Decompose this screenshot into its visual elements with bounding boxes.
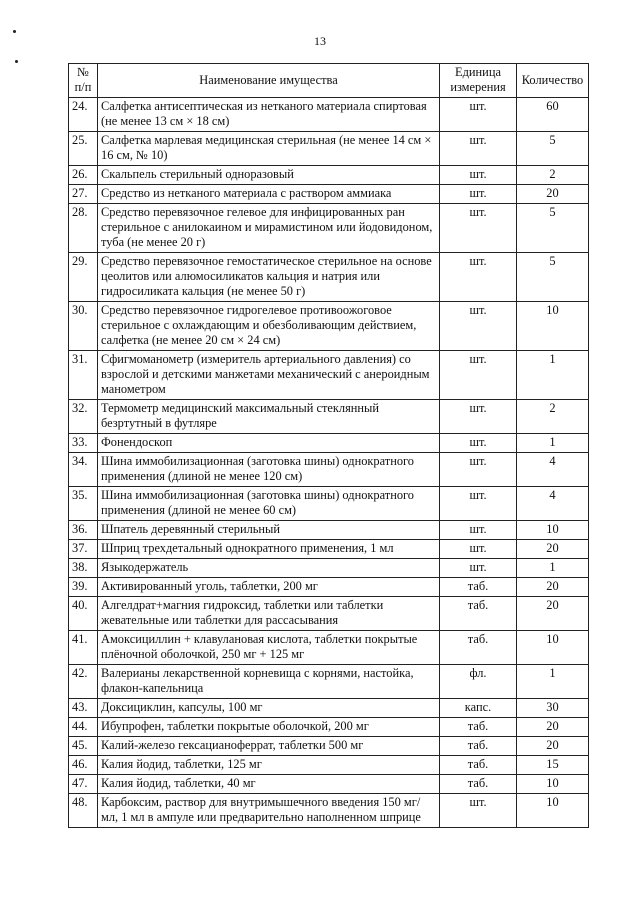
row-number: 45. (69, 737, 98, 756)
row-unit: шт. (440, 794, 517, 828)
row-unit: шт. (440, 351, 517, 400)
row-name: Шприц трехдетальный однократного применения, 1 мл (98, 540, 440, 559)
row-number: 33. (69, 434, 98, 453)
row-quantity: 5 (517, 204, 589, 253)
table-row (69, 775, 589, 794)
row-number: 43. (69, 699, 98, 718)
property-table (68, 63, 589, 828)
row-unit: шт. (440, 132, 517, 166)
table-row (69, 166, 589, 185)
table-row (69, 699, 589, 718)
row-unit: шт. (440, 521, 517, 540)
table-row (69, 487, 589, 521)
row-number: 44. (69, 718, 98, 737)
row-name: Калия йодид, таблетки, 125 мг (98, 756, 440, 775)
row-quantity: 60 (517, 98, 589, 132)
table-row (69, 434, 589, 453)
row-unit: таб. (440, 775, 517, 794)
row-name: Активированный уголь, таблетки, 200 мг (98, 578, 440, 597)
row-number: 38. (69, 559, 98, 578)
row-quantity: 20 (517, 737, 589, 756)
row-name: Калий-железо гексацианоферрат, таблетки 500 мг (98, 737, 440, 756)
row-name: Карбоксим, раствор для внутримышечного введения 150 мг/мл, 1 мл в ампуле или предварительно наполненном шприце (98, 794, 440, 828)
row-name: Ибупрофен, таблетки покрытые оболочкой, 200 мг (98, 718, 440, 737)
row-quantity: 4 (517, 453, 589, 487)
table-row (69, 559, 589, 578)
row-quantity: 10 (517, 794, 589, 828)
row-quantity: 2 (517, 166, 589, 185)
row-number: 40. (69, 597, 98, 631)
row-name: Фонендоскоп (98, 434, 440, 453)
table-row (69, 453, 589, 487)
scan-speck (15, 60, 18, 63)
row-unit: таб. (440, 737, 517, 756)
row-unit: шт. (440, 540, 517, 559)
row-number: 47. (69, 775, 98, 794)
table-row (69, 756, 589, 775)
table-row (69, 578, 589, 597)
row-unit: шт. (440, 204, 517, 253)
table-row (69, 597, 589, 631)
row-quantity: 1 (517, 559, 589, 578)
row-quantity: 10 (517, 631, 589, 665)
row-quantity: 20 (517, 540, 589, 559)
table-row (69, 737, 589, 756)
table-row (69, 718, 589, 737)
table-row (69, 540, 589, 559)
header-number: № п/п (69, 64, 98, 98)
row-quantity: 10 (517, 775, 589, 794)
table-row (69, 204, 589, 253)
table-row (69, 665, 589, 699)
table-row (69, 302, 589, 351)
row-quantity: 1 (517, 665, 589, 699)
table-row (69, 351, 589, 400)
row-unit: шт. (440, 253, 517, 302)
row-name: Средство перевязочное гелевое для инфицированных ран стерильное с анилокаином и мирамистином или йодовидоном, туба (не менее 20 г) (98, 204, 440, 253)
page-number: 13 (314, 34, 326, 48)
row-unit: шт. (440, 302, 517, 351)
header-name: Наименование имущества (98, 64, 440, 98)
row-number: 28. (69, 204, 98, 253)
row-name: Алгелдрат+магния гидроксид, таблетки или таблетки жевательные или таблетки для рассасывания (98, 597, 440, 631)
row-name: Амоксициллин + клавулановая кислота, таблетки покрытые плёночной оболочкой, 250 мг + 125 мг (98, 631, 440, 665)
row-quantity: 1 (517, 351, 589, 400)
table-row (69, 132, 589, 166)
row-unit: шт. (440, 487, 517, 521)
row-quantity: 2 (517, 400, 589, 434)
row-name: Шина иммобилизационная (заготовка шины) однократного применения (длиной не менее 60 см) (98, 487, 440, 521)
row-number: 30. (69, 302, 98, 351)
row-number: 42. (69, 665, 98, 699)
row-name: Средство перевязочное гемостатическое стерильное на основе цеолитов или алюмосиликатов кальция и натрия или гидросиликата кальция (не менее 50 г) (98, 253, 440, 302)
row-number: 48. (69, 794, 98, 828)
row-number: 36. (69, 521, 98, 540)
row-number: 24. (69, 98, 98, 132)
row-number: 46. (69, 756, 98, 775)
header-unit: Единица измерения (440, 64, 517, 98)
row-unit: таб. (440, 578, 517, 597)
table-row (69, 400, 589, 434)
table-header-row (69, 64, 589, 98)
row-unit: шт. (440, 453, 517, 487)
table-body (69, 98, 589, 828)
row-name: Шпатель деревянный стерильный (98, 521, 440, 540)
row-quantity: 10 (517, 521, 589, 540)
row-number: 35. (69, 487, 98, 521)
row-name: Калия йодид, таблетки, 40 мг (98, 775, 440, 794)
row-unit: шт. (440, 559, 517, 578)
row-unit: шт. (440, 166, 517, 185)
table-row (69, 631, 589, 665)
row-number: 25. (69, 132, 98, 166)
row-quantity: 20 (517, 578, 589, 597)
table-row (69, 521, 589, 540)
row-number: 26. (69, 166, 98, 185)
row-number: 29. (69, 253, 98, 302)
row-name: Доксициклин, капсулы, 100 мг (98, 699, 440, 718)
row-number: 39. (69, 578, 98, 597)
row-name: Средство из нетканого материала с раствором аммиака (98, 185, 440, 204)
table-row (69, 98, 589, 132)
row-number: 32. (69, 400, 98, 434)
row-unit: капс. (440, 699, 517, 718)
table-row (69, 253, 589, 302)
row-quantity: 1 (517, 434, 589, 453)
row-quantity: 20 (517, 185, 589, 204)
row-unit: таб. (440, 718, 517, 737)
row-name: Шина иммобилизационная (заготовка шины) однократного применения (длиной не менее 120 см) (98, 453, 440, 487)
scan-speck (13, 30, 16, 33)
row-quantity: 15 (517, 756, 589, 775)
row-unit: шт. (440, 400, 517, 434)
row-unit: таб. (440, 631, 517, 665)
row-name: Валерианы лекарственной корневища с корнями, настойка, флакон-капельница (98, 665, 440, 699)
header-quantity: Количество (517, 64, 589, 98)
row-name: Сфигмоманометр (измеритель артериального давления) со взрослой и детскими манжетами механический с анероидным манометром (98, 351, 440, 400)
row-unit: фл. (440, 665, 517, 699)
row-name: Салфетка марлевая медицинская стерильная (не менее 14 см × 16 см, № 10) (98, 132, 440, 166)
row-quantity: 20 (517, 718, 589, 737)
row-quantity: 5 (517, 132, 589, 166)
row-number: 27. (69, 185, 98, 204)
row-unit: шт. (440, 434, 517, 453)
row-number: 41. (69, 631, 98, 665)
row-quantity: 4 (517, 487, 589, 521)
row-unit: шт. (440, 98, 517, 132)
row-quantity: 10 (517, 302, 589, 351)
row-number: 31. (69, 351, 98, 400)
row-number: 34. (69, 453, 98, 487)
row-quantity: 20 (517, 597, 589, 631)
table-row (69, 185, 589, 204)
row-unit: таб. (440, 756, 517, 775)
row-name: Салфетка антисептическая из нетканого материала спиртовая (не менее 13 см × 18 см) (98, 98, 440, 132)
row-quantity: 30 (517, 699, 589, 718)
row-name: Термометр медицинский максимальный стеклянный безртутный в футляре (98, 400, 440, 434)
row-name: Скальпель стерильный одноразовый (98, 166, 440, 185)
row-unit: таб. (440, 597, 517, 631)
row-name: Средство перевязочное гидрогелевое противоожоговое стерильное с охлаждающим и обезболивающим действием, салфетка (не менее 20 см × 24 см) (98, 302, 440, 351)
table-row (69, 794, 589, 828)
row-unit: шт. (440, 185, 517, 204)
row-name: Языкодержатель (98, 559, 440, 578)
row-quantity: 5 (517, 253, 589, 302)
row-number: 37. (69, 540, 98, 559)
